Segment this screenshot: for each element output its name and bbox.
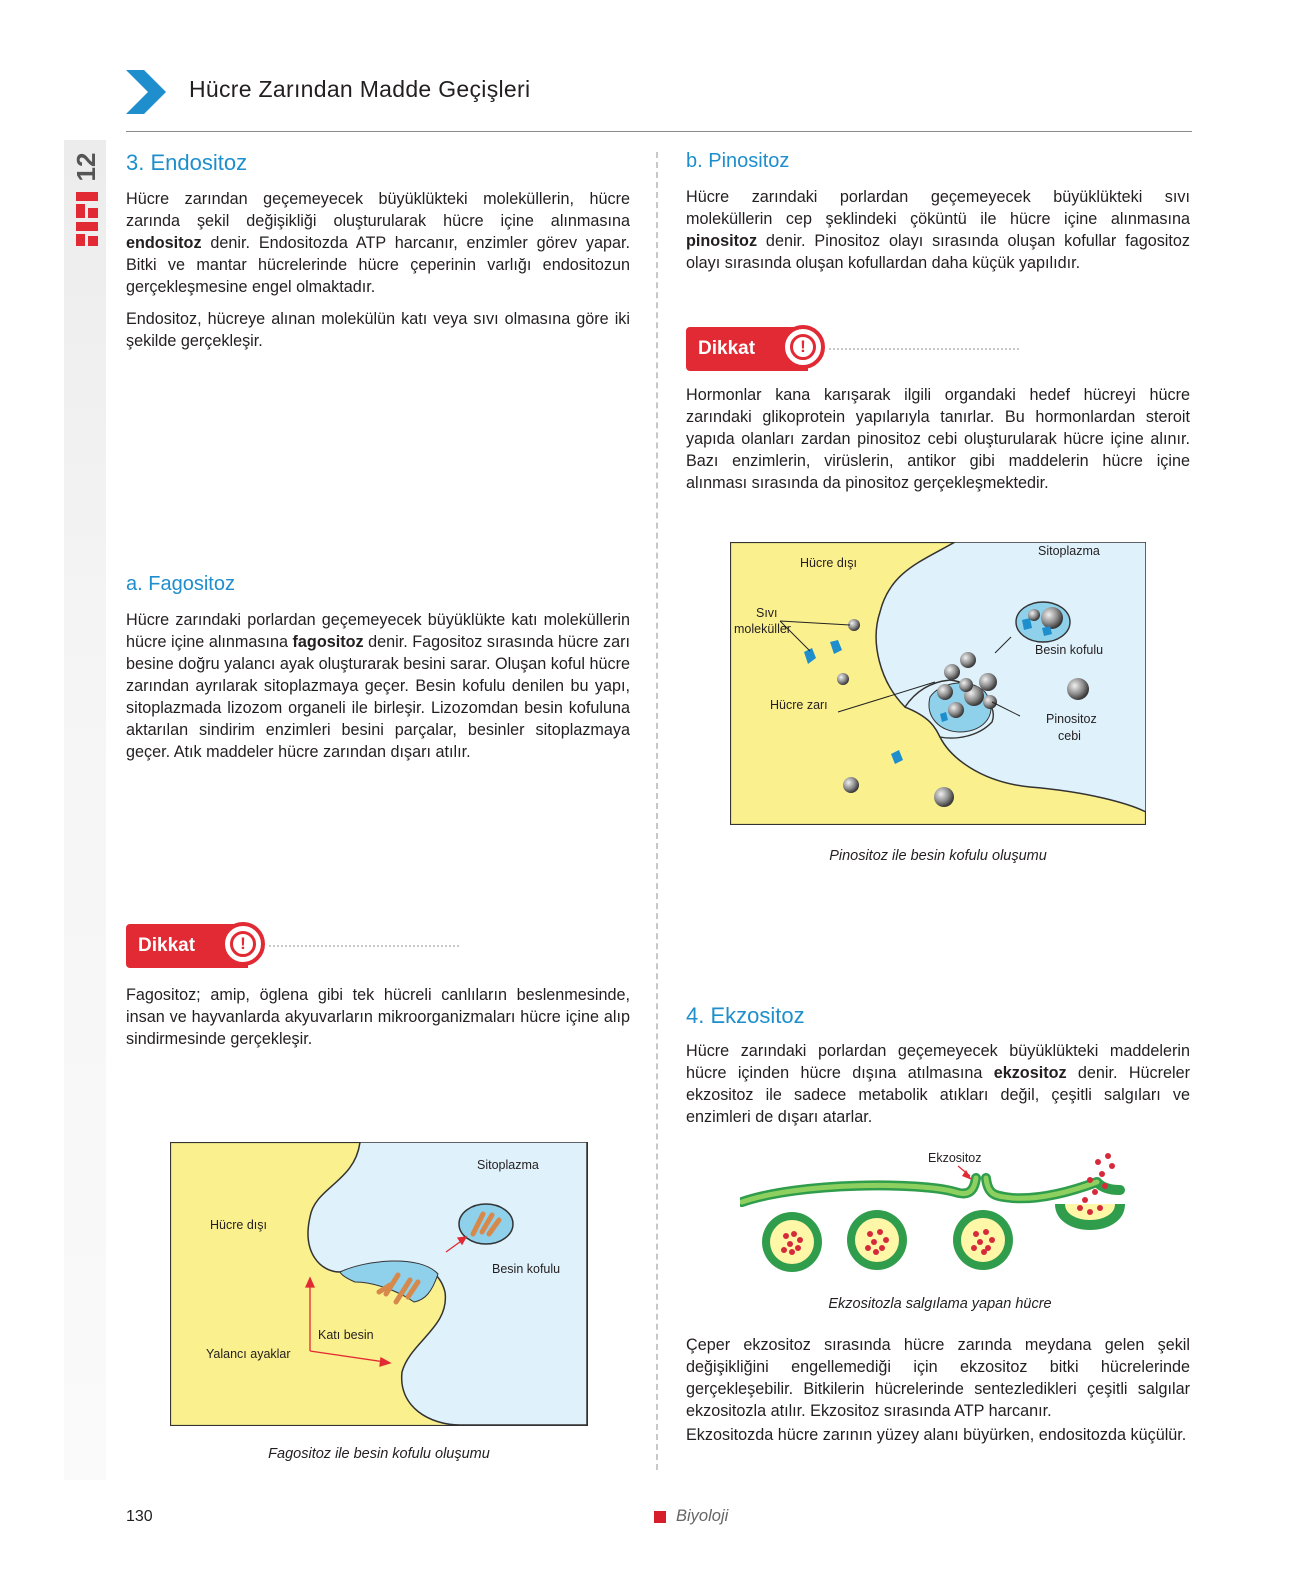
label-ekzositoz: Ekzositoz	[928, 1152, 982, 1165]
ekzositoz-diagram	[740, 1152, 1140, 1292]
label-sitoplazma: Sitoplazma	[1038, 544, 1100, 558]
warning-icon: !	[221, 922, 265, 966]
dikkat-box-right	[686, 327, 1026, 371]
side-strip	[64, 140, 106, 1480]
dikkat-box-left	[126, 924, 466, 968]
section-title-ekzositoz: 4. Ekzositoz	[686, 1003, 805, 1028]
section-title-fagositoz: a. Fagositoz	[126, 573, 235, 595]
header-divider	[126, 131, 1192, 132]
vesicles	[762, 1204, 1120, 1272]
dikkat-label: Dikkat	[686, 327, 808, 371]
label-yalanci-ayaklar: Yalancı ayaklar	[206, 1347, 291, 1361]
ekzositoz-paragraph-2: Çeper ekzositoz sırasında hücre zarında meydana gelen şekil değişikliğini engellemediği için ekzositoz bitki hücrelerinde gerçekleşebilir. Bitkilerin hücrelerinde sentezledikleri çeşitli salgılar ekzositozla atılır. Ekzositoz sırasında ATP harcanır.	[686, 1336, 1190, 1420]
column-divider	[656, 152, 658, 1470]
side-logo-icon	[74, 190, 100, 250]
dotted-line	[269, 945, 459, 947]
ekzositoz-paragraph-3: Ekzositozda hücre zarının yüzey alanı büyürken, endositozda küçülür.	[686, 1426, 1187, 1444]
label-sitoplazma: Sitoplazma	[477, 1158, 539, 1172]
chevron-logo-icon	[126, 70, 168, 114]
label-molekuller: moleküller	[734, 622, 791, 636]
dikkat-paragraph-left: Fagositoz; amip, öglena gibi tek hücreli canlıların beslenmesinde, insan ve hayvanlarda akyuvarların mikroorganizmaları hücre içine alıp sindirmesinde gerçekleşir.	[126, 986, 630, 1048]
ekzositoz-paragraph-1: Hücre zarındaki porlardan geçemeyecek büyüklükteki maddelerin hücre içinden hücre dışına atılmasına ekzositoz denir. Hücreler ekzositoz ile sadece metabolik atıkları değil, çeşitli salgıları ve enzimleri de dışarı atarlar.	[686, 1042, 1191, 1126]
label-cebi: cebi	[1058, 729, 1081, 743]
warning-icon: !	[781, 325, 825, 369]
endositoz-paragraph-2: Endositoz, hücreye alınan molekülün katı veya sıvı olmasına göre iki şekilde gerçekleşir.	[126, 310, 630, 350]
fagositoz-paragraph: Hücre zarındaki porlardan geçemeyecek büyüklükte katı moleküllerin hücre içine alınmasına fagositoz denir. Fagositoz sırasında hücre zarı besine doğru yalancı ayak oluşturarak besini sarar. Oluşan koful hücre zarından ayrılarak sitoplazmaya geçer. Besin kofulu denilen bu yapı, sitoplazmada lizozom organeli ile birleşir. Lizozomdan besin kofuluna aktarılan sindirim enzimleri besini parçalar, besinler sitoplazmaya geçer. Atık maddeler hücre zarından dışarı atılır.	[126, 611, 631, 761]
pinositoz-caption: Pinositoz ile besin kofulu oluşumu	[829, 848, 1047, 864]
label-hucre-disi: Hücre dışı	[800, 556, 857, 570]
label-hucre-zari: Hücre zarı	[770, 698, 828, 712]
label-kati-besin: Katı besin	[318, 1328, 374, 1342]
section-title-pinositoz: b. Pinositoz	[686, 150, 790, 172]
ekzositoz-caption: Ekzositozla salgılama yapan hücre	[828, 1296, 1052, 1312]
section-title-endositoz: 3. Endositoz	[126, 150, 248, 175]
label-pinositoz: Pinositoz	[1046, 712, 1097, 726]
label-sivi: Sıvı	[756, 606, 778, 620]
subject-marker-icon	[654, 1511, 666, 1523]
fagositoz-caption: Fagositoz ile besin kofulu oluşumu	[268, 1446, 490, 1462]
label-besin-kofulu: Besin kofulu	[1035, 643, 1104, 657]
pinositoz-paragraph: Hücre zarındaki porlardan geçemeyecek büyüklükteki sıvı moleküllerin cep şeklindeki çöküntü ile hücre içine alınmasına pinositoz denir. Pinositoz olayı sırasında oluşan kofullar fagositoz olayı sırasında oluşan kofullardan daha küçük yapılıdır.	[686, 188, 1190, 272]
dikkat-paragraph-right: Hormonlar kana karışarak ilgili organdaki hedef hücreyi hücre zarındaki glikoprotein yapılarıyla tanırlar. Bu hormonlardan steroit yapıda olanları zardan pinositoz cebi oluşturularak hücre içine alınır. Bazı enzimlerin, virüslerin, antikor gibi maddelerin hücre içine alınması sırasında da pinositoz gerçekleşmektedir.	[686, 386, 1190, 492]
label-hucre-disi: Hücre dışı	[210, 1218, 267, 1232]
page-header-title: Hücre Zarından Madde Geçişleri	[189, 76, 531, 102]
label-besin-kofulu: Besin kofulu	[492, 1262, 561, 1276]
endositoz-paragraph-1: Hücre zarından geçemeyecek büyüklükteki moleküllerin, hücre zarında şekil değişikliği oluşturularak hücre içine alınmasına endositoz denir. Endositozda ATP harcanır, enzimler görev yapar. Bitki ve mantar hücrelerinde hücre çeperinin varlığı endositozun gerçekleşmesine engel olmaktadır.	[126, 190, 630, 296]
fagositoz-diagram	[170, 1142, 588, 1426]
page-number: 130	[126, 1508, 153, 1525]
subject-name: Biyoloji	[676, 1507, 729, 1525]
pinositoz-diagram	[730, 542, 1146, 825]
dotted-line	[829, 348, 1019, 350]
side-number: 12	[71, 152, 101, 182]
dikkat-label: Dikkat	[126, 924, 248, 968]
